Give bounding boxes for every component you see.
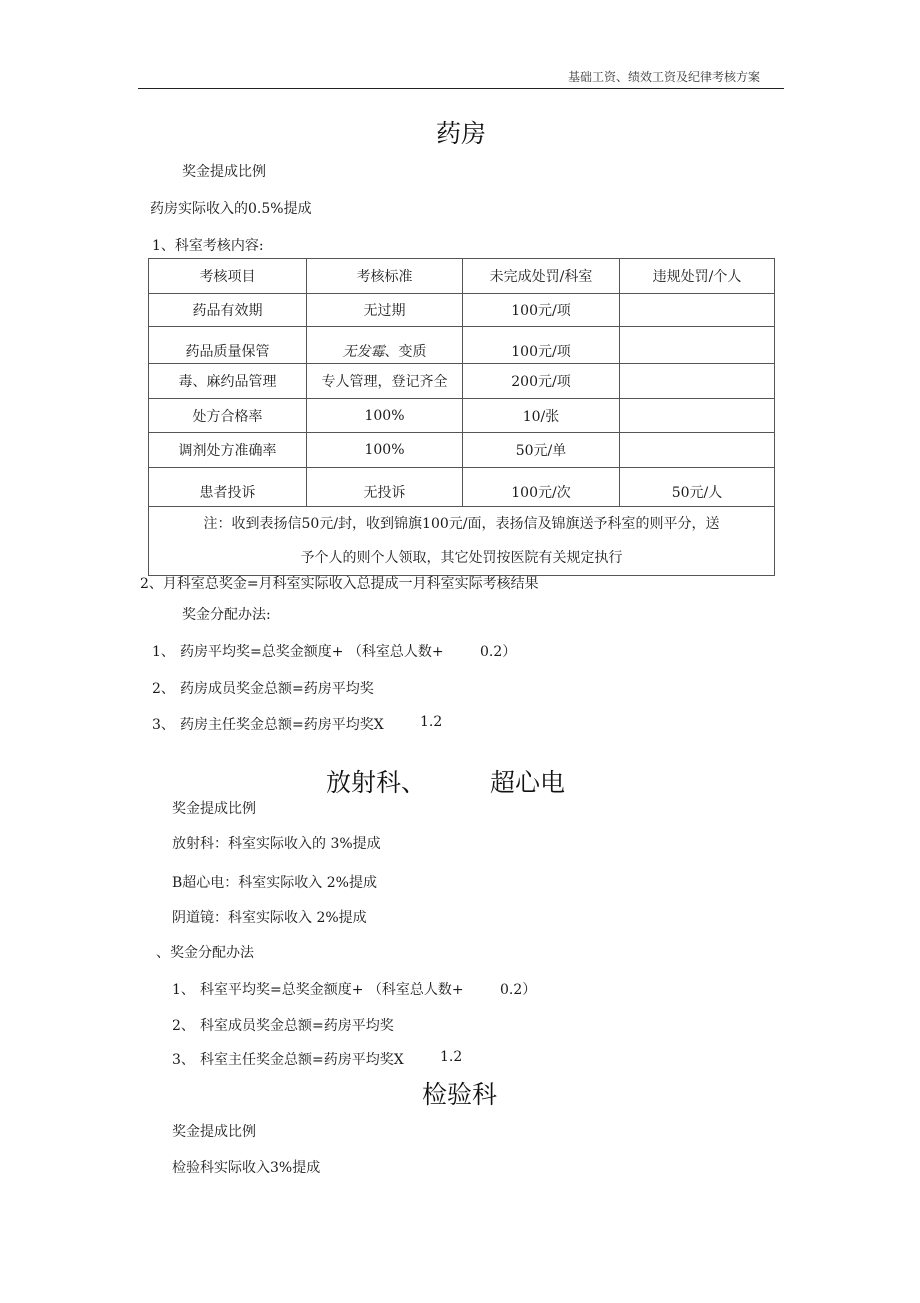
dist-number: 2、 <box>172 1018 195 1034</box>
table-cell-item: 处方合格率 <box>149 399 307 433</box>
table-cell-person-penalty <box>620 327 775 364</box>
assessment-heading: 1、科室考核内容: <box>152 238 264 254</box>
dist-text: 科室成员奖金总额=药房平均奖 <box>200 1018 394 1034</box>
dist-number: 2、 <box>152 681 175 697</box>
table-cell-standard: 专人管理，登记齐全 <box>307 364 463 399</box>
dist-value: 0.2） <box>480 644 517 660</box>
assessment-table <box>148 258 775 576</box>
table-row <box>149 364 775 399</box>
table-cell-standard: 无过期 <box>307 294 463 327</box>
section-title-lab: 检验科 <box>422 1080 498 1109</box>
section-title-pharmacy: 药房 <box>436 119 487 148</box>
table-note-line: 注：收到表扬信50元/封，收到锦旗100元/面，表扬信及锦旗送予科室的则平分，送 <box>203 516 720 532</box>
table-cell-item: 患者投诉 <box>149 468 307 507</box>
dist-text: 药房成员奖金总额=药房平均奖 <box>180 681 374 697</box>
table-cell-person-penalty <box>620 399 775 433</box>
table-note-row <box>149 507 775 576</box>
table-cell-item: 毒、麻约品管理 <box>149 364 307 399</box>
table-cell-dept-penalty: 50元/单 <box>463 433 620 468</box>
header-rule <box>138 88 784 89</box>
dist-value: 0.2） <box>500 982 537 998</box>
table-cell-person-penalty: 50元/人 <box>620 468 775 507</box>
column-header: 考核项目 <box>149 259 307 294</box>
table-cell-standard: 100% <box>307 399 463 433</box>
table-cell-standard <box>307 327 463 364</box>
dist-number: 1、 <box>172 982 195 998</box>
column-header: 考核标准 <box>307 259 463 294</box>
radiology-ratio: 放射科：科室实际收入的 3%提成 <box>172 836 381 852</box>
table-cell-dept-penalty: 10/张 <box>463 399 620 433</box>
radiology-distribution-heading: 、奖金分配办法 <box>156 945 254 961</box>
table-cell-dept-penalty: 200元/项 <box>463 364 620 399</box>
dist-number: 3、 <box>152 717 175 733</box>
total-bonus-text: 2、月科室总奖金=月科室实际收入总提成一月科室实际考核结果 <box>140 576 539 592</box>
section-title-ultrasound-ecg: 超心电 <box>490 768 566 797</box>
table-cell-dept-penalty: 100元/次 <box>463 468 620 507</box>
dist-number: 1、 <box>152 644 175 660</box>
radiology-ratio-heading: 奖金提成比例 <box>172 801 256 817</box>
dist-text: 药房主任奖金总额=药房平均奖X <box>180 717 384 733</box>
standard-part-italic: 无发霉 <box>342 344 385 360</box>
table-cell-item: 药品质量保管 <box>149 327 307 364</box>
running-header: 基础工资、绩效工资及纪律考核方案 <box>567 70 760 84</box>
table-cell-person-penalty <box>620 433 775 468</box>
standard-part: 、变质 <box>384 344 427 360</box>
radiology-ratio: 阴道镜：科室实际收入 2%提成 <box>172 910 367 926</box>
lab-ratio-text: 检验科实际收入3%提成 <box>172 1160 321 1176</box>
dist-value: 1.2 <box>440 1049 463 1065</box>
column-header: 未完成处罚/科室 <box>463 259 620 294</box>
table-header-row <box>149 259 775 294</box>
table-cell-person-penalty <box>620 294 775 327</box>
table-row <box>149 294 775 327</box>
table-row <box>149 399 775 433</box>
table-cell-person-penalty <box>620 364 775 399</box>
table-cell-dept-penalty: 100元/项 <box>463 294 620 327</box>
table-cell-dept-penalty: 100元/项 <box>463 327 620 364</box>
section-title-radiology: 放射科、 <box>326 768 427 797</box>
dist-value: 1.2 <box>420 714 443 730</box>
table-cell-standard: 100% <box>307 433 463 468</box>
table-row <box>149 468 775 507</box>
dist-text: 科室平均奖=总奖金额度+ （科室总人数+ <box>200 982 464 998</box>
lab-ratio-heading: 奖金提成比例 <box>172 1124 256 1140</box>
radiology-ratio: B超心电：科室实际收入 2%提成 <box>172 875 377 891</box>
table-note <box>149 507 775 576</box>
table-cell-standard: 无投诉 <box>307 468 463 507</box>
dist-text: 药房平均奖=总奖金额度+ （科室总人数+ <box>180 644 444 660</box>
pharmacy-distribution-heading: 奖金分配办法: <box>182 607 271 623</box>
dist-number: 3、 <box>172 1052 195 1068</box>
pharmacy-ratio-heading: 奖金提成比例 <box>182 164 266 180</box>
table-note-line: 予个人的则个人领取，其它处罚按医院有关规定执行 <box>300 550 623 566</box>
table-cell-item: 药品有效期 <box>149 294 307 327</box>
column-header: 违规处罚/个人 <box>620 259 775 294</box>
pharmacy-ratio-text: 药房实际收入的0.5%提成 <box>150 201 312 217</box>
table-row <box>149 327 775 364</box>
dist-text: 科室主任奖金总额=药房平均奖X <box>200 1052 404 1068</box>
table-cell-item: 调剂处方准确率 <box>149 433 307 468</box>
table-row <box>149 433 775 468</box>
